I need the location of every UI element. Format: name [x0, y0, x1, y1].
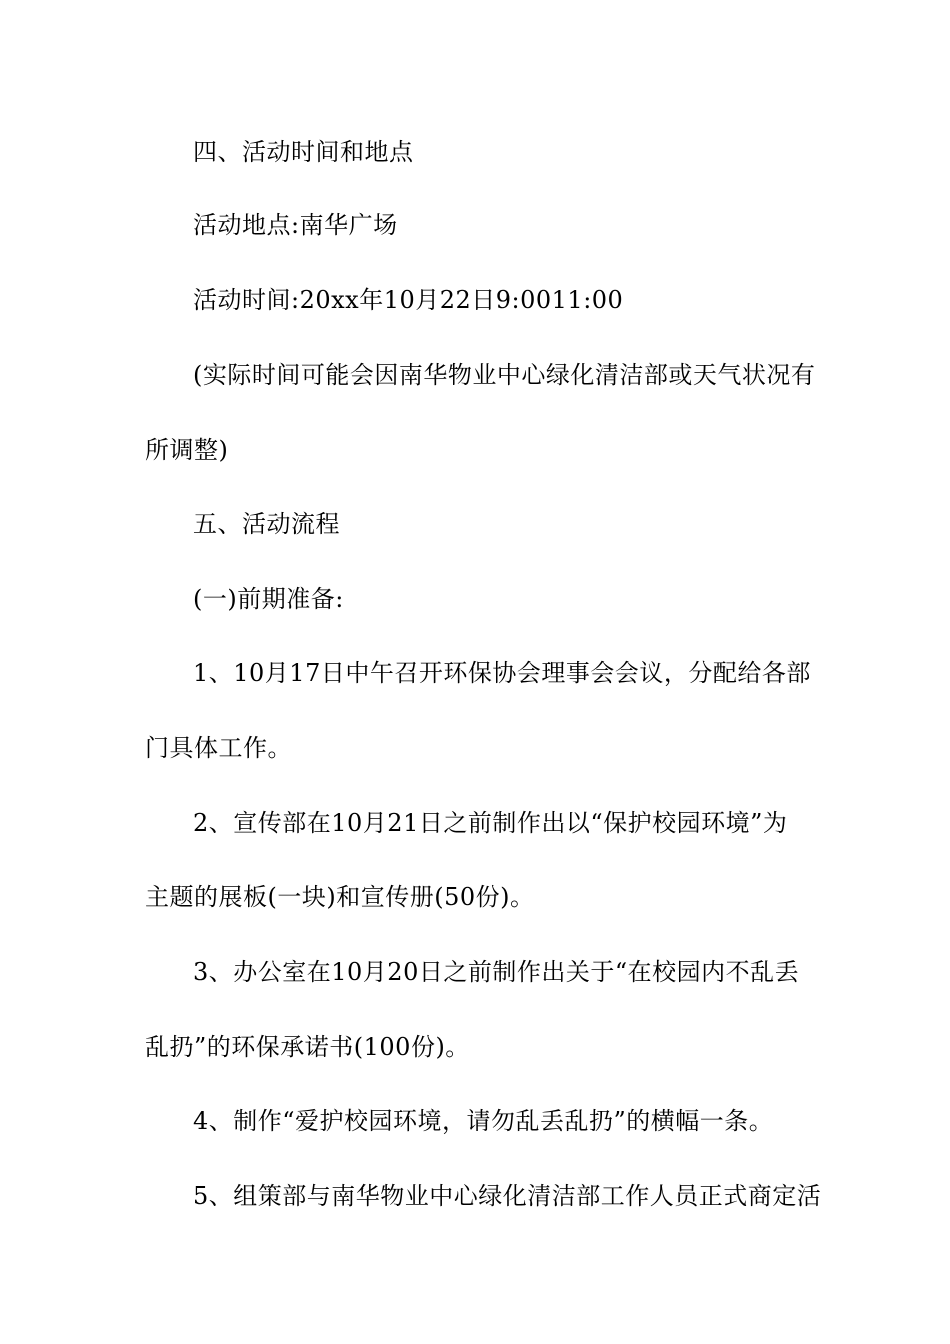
item-1-line-2: 门具体工作。 — [145, 734, 292, 762]
time-note-line-2: 所调整) — [145, 436, 229, 464]
item-2-line-1: 2、宣传部在10月21日之前制作出以“保护校园环境”为 — [193, 809, 788, 837]
section-heading-process: 五、活动流程 — [193, 510, 340, 538]
item-1-line-1: 1、10月17日中午召开环保协会理事会会议，分配给各部 — [193, 659, 811, 687]
section-heading-time-location: 四、活动时间和地点 — [193, 138, 414, 166]
item-5-line-1: 5、组策部与南华物业中心绿化清洁部工作人员正式商定活 — [193, 1182, 822, 1210]
item-4: 4、制作“爱护校园环境，请勿乱丢乱扔”的横幅一条。 — [193, 1107, 774, 1135]
item-3-line-1: 3、办公室在10月20日之前制作出关于“在校园内不乱丢 — [193, 958, 800, 986]
subsection-preparation: (一)前期准备: — [193, 585, 344, 613]
item-3-line-2: 乱扔”的环保承诺书(100份)。 — [145, 1033, 470, 1061]
activity-location: 活动地点:南华广场 — [193, 211, 398, 239]
item-2-line-2: 主题的展板(一块)和宣传册(50份)。 — [145, 883, 535, 911]
time-note-line-1: (实际时间可能会因南华物业中心绿化清洁部或天气状况有 — [193, 361, 816, 389]
activity-time: 活动时间:20xx年10月22日9:0011:00 — [193, 286, 624, 314]
